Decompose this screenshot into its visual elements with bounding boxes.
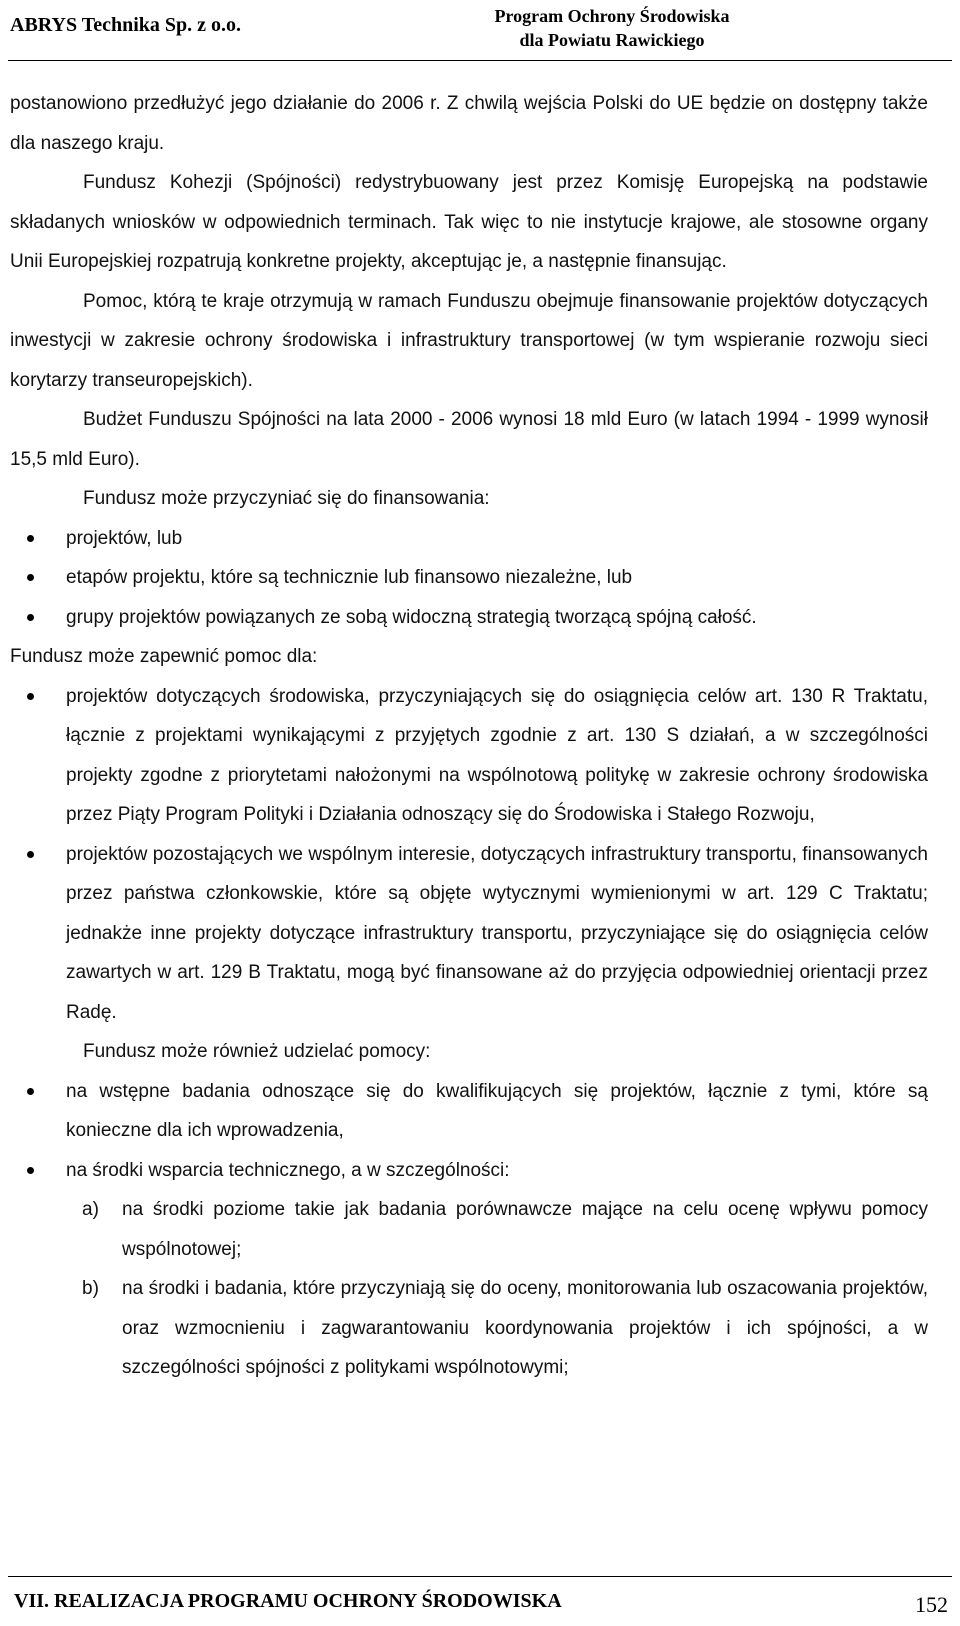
paragraph-2: Fundusz Kohezji (Spójności) redystrybuowany jest przez Komisję Europejską na podstawie składanych wniosków w odpowiednich terminach. Tak więc to nie instytucje krajowe, ale stosowne organy Unii Europejskiej rozpatrują konkretne projekty, akceptując je, a następnie finansując. xyxy=(10,172,928,272)
paragraph-4: Budżet Funduszu Spójności na lata 2000 - 2006 wynosi 18 mld Euro (w latach 1994 - 1999 wynosił 15,5 mld Euro). xyxy=(10,409,928,470)
list-item xyxy=(10,835,928,1033)
company-name: ABRYS Technika Sp. z o.o. xyxy=(10,14,242,36)
list-item xyxy=(10,1072,928,1151)
sub-list-item xyxy=(10,1190,928,1269)
list-item-text: projektów, lub xyxy=(66,527,183,549)
sub-list-marker: b) xyxy=(82,1278,99,1299)
list-item-text: na środki wsparcia technicznego, a w szczególności: xyxy=(66,1159,510,1181)
bullet-icon xyxy=(27,693,34,700)
sub-list-text: na środki i badania, które przyczyniają się do oceny, monitorowania lub oszacowania projektów, oraz wzmocnieniu i zagwarantowaniu koordynowania projektów i ich spójności, a w szczególności spójności z politykami wspólnotowymi; xyxy=(122,1278,928,1378)
list-item xyxy=(10,519,928,559)
program-title xyxy=(462,4,762,52)
bullet-icon xyxy=(27,574,34,581)
page-footer xyxy=(8,1576,952,1626)
page-header xyxy=(8,0,952,62)
list-item-text: na wstępne badania odnoszące się do kwalifikujących się projektów, łącznie z tymi, które są konieczne dla ich wprowadzenia, xyxy=(66,1080,928,1141)
program-title-line2: dla Powiatu Rawickiego xyxy=(519,30,705,50)
sub-list-marker: a) xyxy=(82,1199,99,1220)
paragraph-1: postanowiono przedłużyć jego działanie do 2006 r. Z chwilą wejścia Polski do UE będzie on dostępny także dla naszego kraju. xyxy=(10,93,928,154)
list-item-text: projektów pozostających we wspólnym interesie, dotyczących infrastruktury transportu, finansowanych przez państwa członkowskie, które są objęte wytycznymi wymienionymi w art. 129 C Traktatu; jednakże inne projekty dotyczące infrastruktury transportu, przyczyniające się do osiągnięcia celów zawartych w art. 129 B Traktatu, mogą być finansowane aż do przyjęcia odpowiedniej orientacji przez Radę. xyxy=(66,843,928,1023)
list-item-text: grupy projektów powiązanych ze sobą widoczną strategią tworzącą spójną całość. xyxy=(66,606,757,628)
sub-list-item xyxy=(10,1269,928,1388)
bullet-icon xyxy=(27,535,34,542)
page-number: 152 xyxy=(915,1592,948,1617)
document-body xyxy=(10,84,928,1388)
program-title-line1: Program Ochrony Środowiska xyxy=(494,6,730,26)
list-item xyxy=(10,598,928,638)
bullet-icon xyxy=(27,614,34,621)
sub-list-text: na środki poziome takie jak badania porównawcze mające na celu ocenę wpływu pomocy wspólnotowej; xyxy=(122,1199,928,1260)
paragraph-7: Fundusz może również udzielać pomocy: xyxy=(83,1041,431,1062)
list-item-text: projektów dotyczących środowiska, przyczyniających się do osiągnięcia celów art. 130 R Traktatu, łącznie z projektami wynikającymi z przyjętych zgodnie z art. 130 S działań, a w szczególności projekty zgodne z priorytetami nałożonymi na wspólnotową politykę w zakresie ochrony środowiska przez Piąty Program Polityki i Działania odnoszący się do Środowiska i Stałego Rozwoju, xyxy=(66,685,928,825)
list-item xyxy=(10,677,928,835)
bullet-icon xyxy=(27,851,34,858)
bullet-icon xyxy=(27,1088,34,1095)
paragraph-5: Fundusz może przyczyniać się do finansowania: xyxy=(83,488,490,509)
paragraph-6: Fundusz może zapewnić pomoc dla: xyxy=(10,646,318,667)
header-divider xyxy=(8,60,952,61)
footer-divider xyxy=(8,1576,952,1577)
list-item xyxy=(10,558,928,598)
list-item-text: etapów projektu, które są technicznie lub finansowo niezależne, lub xyxy=(66,567,633,588)
list-item xyxy=(10,1151,928,1191)
bullet-icon xyxy=(27,1167,34,1174)
paragraph-3: Pomoc, którą te kraje otrzymują w ramach Funduszu obejmuje finansowanie projektów dotyczących inwestycji w zakresie ochrony środowiska i infrastruktury transportowej (w tym wspieranie rozwoju sieci korytarzy transeuropejskich). xyxy=(10,290,928,391)
chapter-title: VII. REALIZACJA PROGRAMU OCHRONY ŚRODOWISKA xyxy=(14,1590,562,1612)
